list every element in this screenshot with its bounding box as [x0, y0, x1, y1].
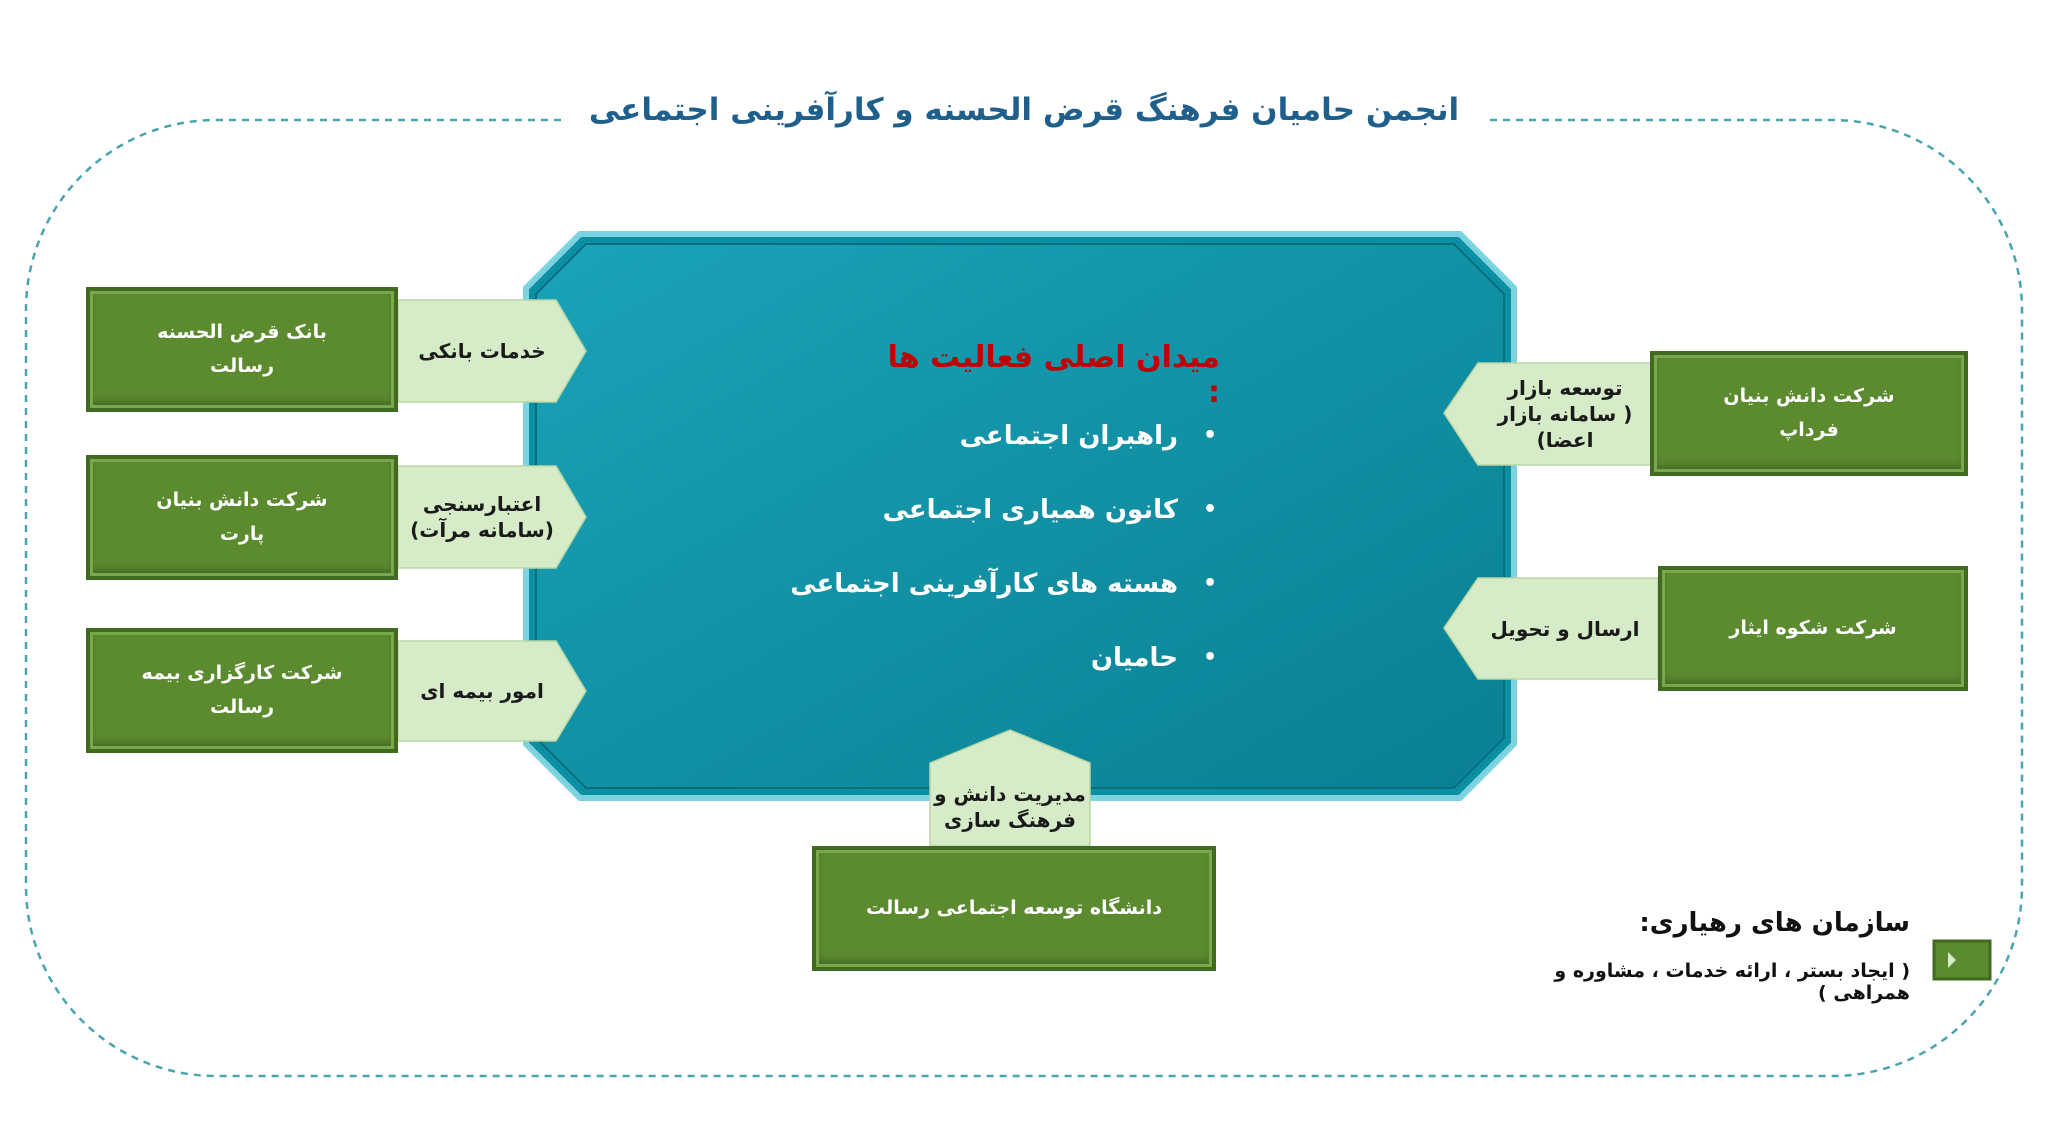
org-box-fardap — [1650, 351, 1968, 476]
org-name-line2: پارت — [219, 522, 265, 545]
service-label-delivery — [1470, 578, 1660, 679]
service-label-market — [1470, 363, 1660, 465]
org-box-shokouh — [1658, 566, 1968, 691]
service-label-insurance — [402, 641, 562, 741]
service-text: مدیریت دانش و — [934, 782, 1086, 806]
center-heading: میدان اصلی فعالیت ها : — [887, 340, 1220, 410]
service-text-line2: فرهنگ سازی — [943, 808, 1077, 832]
service-text-line2: (سامانه مرآت) — [410, 518, 554, 542]
org-name: شرکت دانش بنیان — [1723, 385, 1895, 408]
legend-swatch — [1934, 941, 1990, 979]
org-name-line2: رسالت — [210, 695, 275, 718]
legend-title: سازمان های رهیاری: — [1639, 908, 1910, 938]
service-label-credit — [402, 466, 562, 568]
service-text: ارسال و تحویل — [1490, 616, 1640, 641]
activity-item: • حامیان — [760, 637, 1220, 711]
service-text: اعتبارسنجی — [422, 492, 542, 516]
bullet-icon: • — [1202, 645, 1218, 670]
activity-item: • هسته های کارآفرینی اجتماعی — [760, 563, 1220, 637]
org-box-university — [812, 846, 1216, 971]
bullet-icon: • — [1202, 423, 1218, 448]
org-name: بانک قرض الحسنه — [157, 321, 327, 344]
service-label-banking — [402, 300, 562, 402]
org-name: دانشگاه توسعه اجتماعی رسالت — [866, 896, 1162, 919]
activity-item: • کانون همیاری اجتماعی — [760, 489, 1220, 563]
activity-item: • راهبران اجتماعی — [760, 415, 1220, 489]
org-box-bank — [86, 287, 398, 412]
bullet-icon: • — [1202, 497, 1218, 522]
org-box-insurance — [86, 628, 398, 753]
service-label-knowledge — [930, 768, 1090, 846]
org-name-line2: رسالت — [210, 354, 275, 377]
org-box-part — [86, 455, 398, 580]
diagram-title: انجمن حامیان فرهنگ قرض الحسنه و کارآفرینی اجتماعی — [0, 92, 2048, 128]
service-text-line2: ( سامانه بازار اعضا) — [1497, 402, 1633, 452]
bullet-icon: • — [1202, 571, 1218, 596]
org-name: شرکت دانش بنیان — [156, 489, 328, 512]
activity-list — [760, 415, 1220, 711]
org-name: شرکت شکوه ایثار — [1729, 616, 1897, 639]
service-text: خدمات بانکی — [418, 339, 546, 363]
legend-subtitle: ( ایجاد بستر ، ارائه خدمات ، مشاوره و همراهی ) — [1554, 960, 1910, 1004]
service-text: توسعه بازار — [1507, 376, 1623, 400]
org-name: شرکت کارگزاری بیمه — [141, 662, 343, 685]
org-name-line2: فرداپ — [1779, 418, 1839, 441]
service-text: امور بیمه ای — [420, 679, 544, 703]
